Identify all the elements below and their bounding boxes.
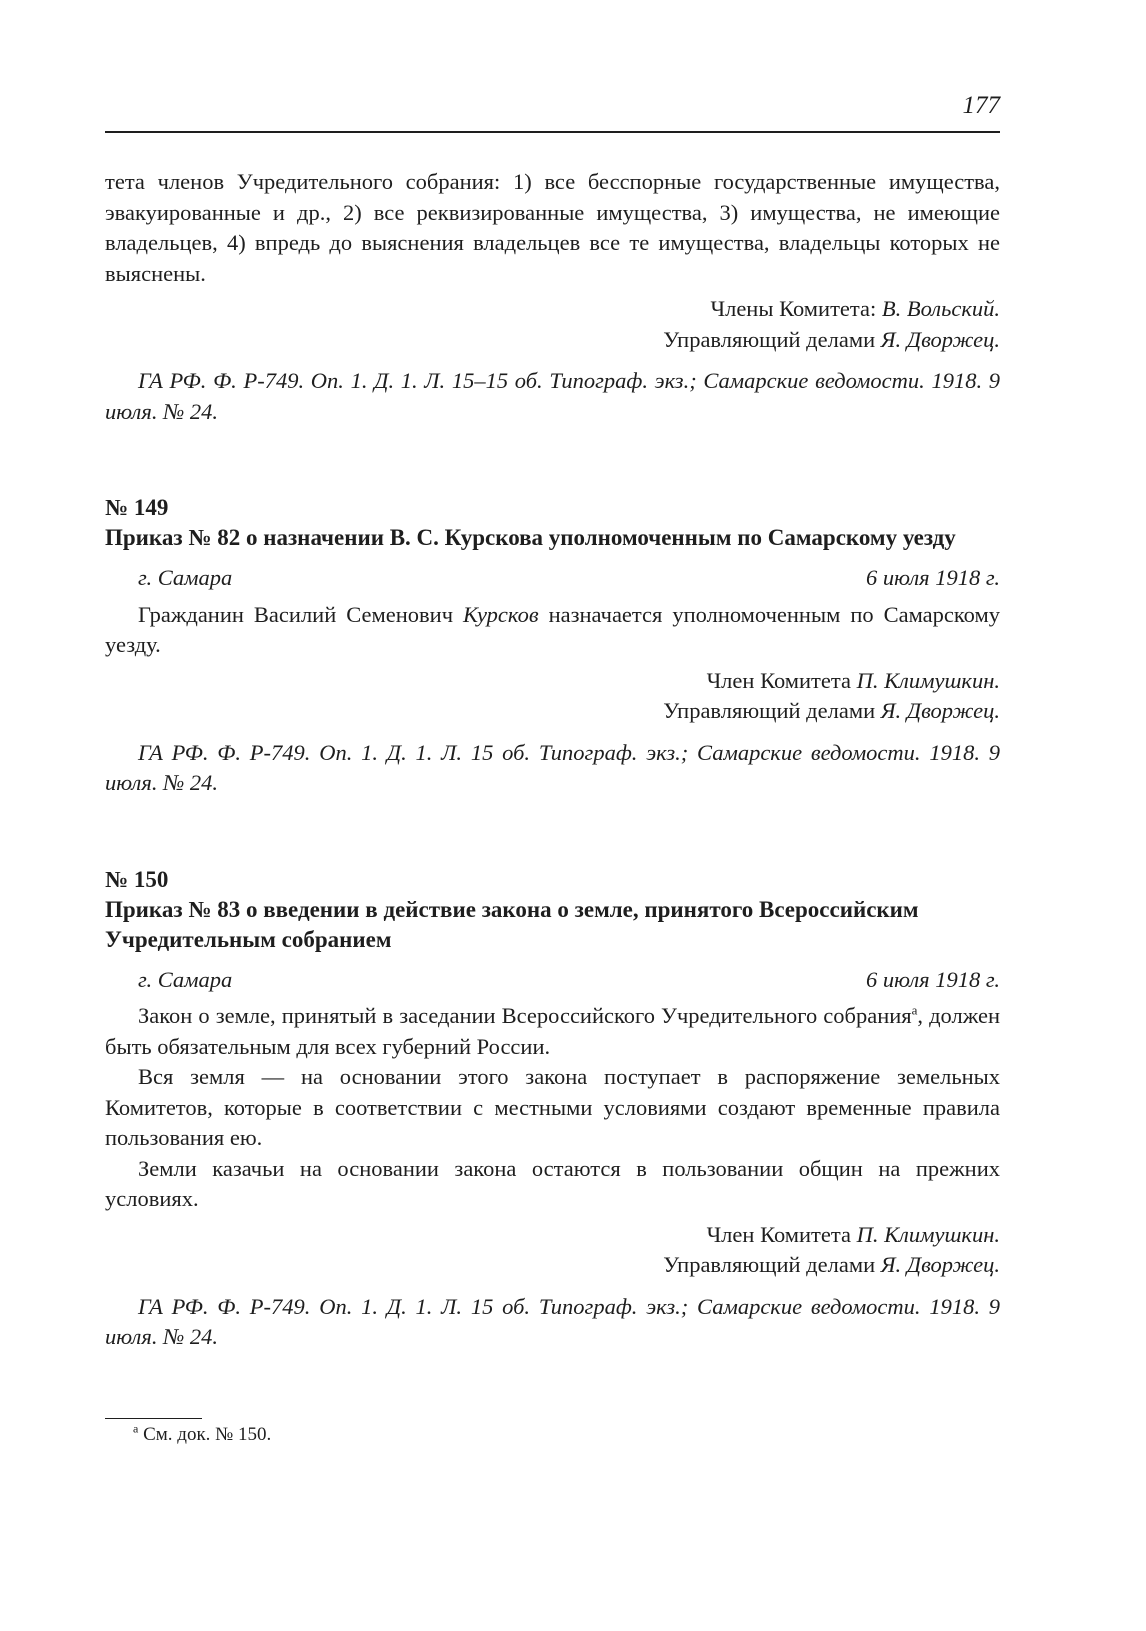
footnote-reference: а [911,1002,918,1018]
signature-role: Член Комитета [706,667,857,693]
document-title: Приказ № 82 о назначении В. С. Курскова уполномоченным по Самарскому уезду [105,525,956,550]
document-number: № 149 [105,495,169,520]
document-place: г. Самара [138,565,233,590]
document-150 [105,865,1000,1353]
body-text: , должен быть обязательным для всех губерний России. [105,1003,1000,1059]
body-text: Гражданин Василий Семенович [138,601,463,627]
footnote-mark: а [133,1421,139,1436]
place-date-line [105,965,1000,996]
document-date: 6 июля 1918 г. [865,565,1000,590]
signature-1 [105,1220,1000,1251]
place-date-line [105,563,1000,594]
page-number: 177 [962,92,1000,119]
footnote-rule [105,1418,202,1419]
intro-signatures [105,294,1000,355]
document-body [105,600,1000,661]
signature-role: Управляющий делами [663,326,881,352]
signature-name: Я. Дворжец. [880,1252,1000,1277]
signature-1 [105,666,1000,697]
document-place: г. Самара [138,966,233,992]
signature-name: П. Климушкин. [856,667,1000,693]
document-paragraph-1 [105,1001,1000,1062]
document-title: Приказ № 83 о введении в действие закона о земле, принятого Всероссийским Учредительным собранием [105,896,919,952]
intro-signature-1 [105,294,1000,325]
document-number: № 150 [105,866,169,892]
signature-role: Управляющий делами [663,698,881,723]
signature-name: Я. Дворжец. [880,698,1000,723]
document-paragraph-3: Земли казачьи на основании закона остаются в пользовании общин на прежних условиях. [105,1155,1000,1211]
document-signatures [105,1220,1000,1281]
intro-signature-2 [105,325,1000,356]
signature-name: В. Вольский. [881,296,1000,321]
signature-role: Член Комитета [706,1221,857,1247]
signature-2 [105,1250,1000,1281]
header-rule [105,131,1000,133]
intro-paragraph: тета членов Учредительного собрания: 1) все бесспорные государственные имущества, эвакуированные и др., 2) все реквизированные имущества, 3) имущества, не имеющие владельцев, 4) впредь до выяснения владельцев все те имущества, владельцы которых не выяснены. [105,169,1000,286]
archive-reference: ГА РФ. Ф. Р-749. Оп. 1. Д. 1. Л. 15 об. Типограф. экз.; Самарские ведомости. 1918. 9 июля. № 24. [105,1293,1000,1349]
footnote-text: См. док. № 150. [138,1424,272,1445]
page-content [105,167,1000,1353]
signature-2 [105,696,1000,727]
person-name: Курсков [463,601,539,627]
document-signatures [105,666,1000,727]
archive-reference: ГА РФ. Ф. Р-749. Оп. 1. Д. 1. Л. 15 об. Типограф. экз.; Самарские ведомости. 1918. 9 июля. № 24. [105,739,1000,795]
footnote [133,1422,271,1448]
signature-role: Члены Комитета: [710,296,882,321]
document-149 [105,493,1000,799]
body-text: Закон о земле, принятый в заседании Всероссийского Учредительного собрания [138,1003,912,1028]
body-text: назначается уполномоченным по Самарскому уезду. [105,601,1000,657]
intro-archive-reference: ГА РФ. Ф. Р-749. Оп. 1. Д. 1. Л. 15–15 об. Типограф. экз.; Самарские ведомости. 1918. 9 июля. № 24. [105,368,1000,424]
signature-name: П. Климушкин. [856,1221,1000,1247]
document-date: 6 июля 1918 г. [865,966,1000,992]
document-paragraph-2: Вся земля — на основании этого закона поступает в распоряжение земельных Комитетов, которые в соответствии с местными условиями создают временные правила пользования ею. [105,1064,1000,1150]
intro-section [105,167,1000,427]
signature-name: Я. Дворжец. [880,326,1000,352]
signature-role: Управляющий делами [663,1252,881,1277]
